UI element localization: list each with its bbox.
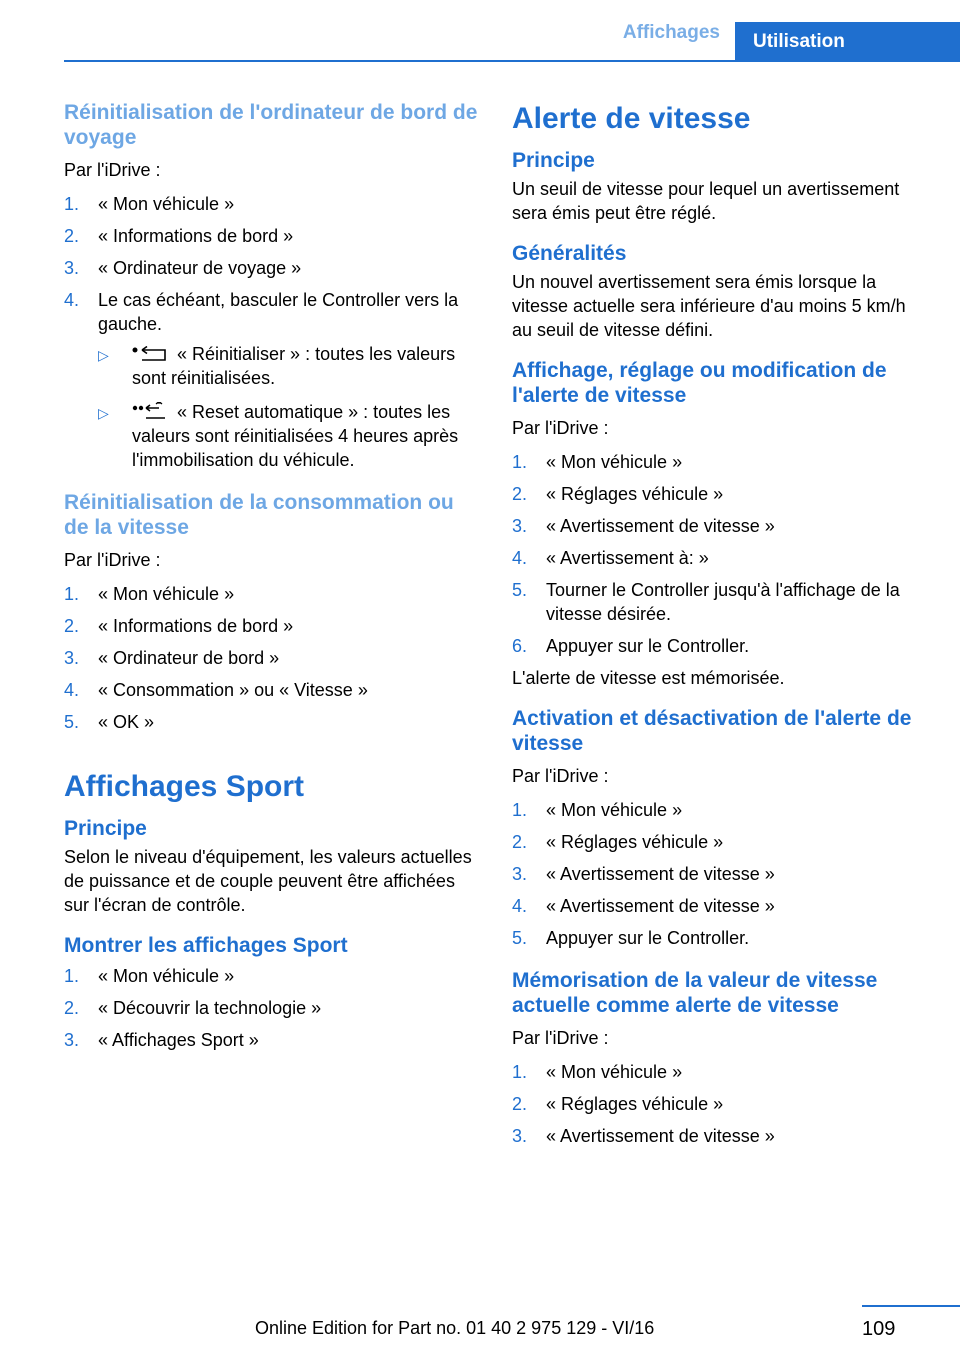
- intro: Par l'iDrive :: [512, 766, 609, 786]
- subsection-title: Principe: [512, 149, 595, 172]
- step-list: [512, 450, 926, 658]
- header-section: Affichages: [622, 22, 720, 43]
- subsection-title: Principe: [64, 817, 147, 840]
- list-item: 1. « Mon véhicule »: [64, 966, 235, 986]
- list-item: 2. « Informations de bord »: [64, 226, 294, 246]
- list-item: 5. « OK »: [64, 712, 155, 732]
- header-rule: [64, 60, 960, 62]
- intro: Par l'iDrive :: [64, 550, 161, 570]
- list-item: 1. « Mon véhicule »: [512, 452, 683, 472]
- subsection-title: Mémorisation de la valeur de vitesse actuelle comme alerte de vitesse: [512, 969, 878, 1017]
- subsection-title: Généralités: [512, 242, 627, 265]
- subsection-title: Affichage, réglage ou modification de l'alerte de vitesse: [512, 359, 887, 407]
- chapter-title: Affichages Sport: [64, 770, 305, 803]
- subsection-title: Montrer les affichages Sport: [64, 934, 348, 957]
- reset-icon: [132, 346, 168, 362]
- section-title: Réinitialisation de la consommation ou de la vitesse: [64, 491, 454, 539]
- intro: Par l'iDrive :: [512, 1028, 609, 1048]
- list-item: 2. « Réglages véhicule »: [512, 484, 724, 504]
- list-item: 4. « Avertissement à: »: [512, 548, 709, 568]
- list-item: 4. « Avertissement de vitesse »: [512, 896, 775, 916]
- paragraph: Selon le niveau d'équipement, les valeurs actuelles de puissance et de couple peuvent être affichées sur l'écran de contrôle.: [64, 847, 472, 915]
- list-item: 3. « Ordinateur de voyage »: [64, 258, 302, 278]
- step-list: [64, 192, 478, 472]
- list-item: 2. « Découvrir la technologie »: [64, 998, 322, 1018]
- list-item: 3. « Ordinateur de bord »: [64, 648, 280, 668]
- list-item: 1. « Mon véhicule »: [64, 194, 235, 214]
- auto-reset-icon: [132, 402, 168, 420]
- sub-item: ▷ « Réinitialiser » : toutes les valeurs sont réinitialisées.: [98, 344, 456, 388]
- list-item: 5. Appuyer sur le Controller.: [512, 928, 750, 948]
- list-item: 2. « Réglages véhicule »: [512, 832, 724, 852]
- list-item: 1. « Mon véhicule »: [512, 1062, 683, 1082]
- paragraph: Un seuil de vitesse pour lequel un avertissement sera émis peut être réglé.: [512, 179, 900, 223]
- sub-list: [98, 342, 478, 472]
- chapter-title: Alerte de vitesse: [512, 102, 751, 135]
- list-item: 3. « Affichages Sport »: [64, 1030, 259, 1050]
- list-item: 4. « Consommation » ou « Vitesse »: [64, 680, 368, 700]
- step-list: [64, 582, 478, 734]
- step-list: [512, 1060, 926, 1148]
- triangle-bullet-icon: ▷: [98, 347, 109, 363]
- header-chapter-tab: [735, 22, 960, 62]
- page-number: 109: [862, 1318, 896, 1340]
- list-item: 3. « Avertissement de vitesse »: [512, 864, 775, 884]
- right-column: [512, 100, 926, 1156]
- left-column: [64, 100, 478, 1060]
- list-item: 1. « Mon véhicule »: [512, 800, 683, 820]
- step-list: [64, 964, 478, 1052]
- list-item: 4. Le cas échéant, basculer le Controller vers la gauche. ▷ « Réinitialiser » : toutes les valeurs sont réinitialisées. ▷ « Reset automatique » : toutes les valeurs sont réinitialisées 4 heures après l'immobilisation du véhicule.: [64, 288, 478, 472]
- paragraph: L'alerte de vitesse est mémorisée.: [512, 668, 785, 688]
- list-item: 2. « Informations de bord »: [64, 616, 294, 636]
- header-chapter: Utilisation: [753, 31, 845, 52]
- sub-item: ▷ « Reset automatique » : toutes les valeurs sont réinitialisées 4 heures après l'immobilisation du véhicule.: [98, 402, 459, 470]
- footer-rule: [862, 1305, 960, 1307]
- list-item: 1. « Mon véhicule »: [64, 584, 235, 604]
- list-item: 3. « Avertissement de vitesse »: [512, 1126, 775, 1146]
- intro: Par l'iDrive :: [64, 160, 161, 180]
- intro: Par l'iDrive :: [512, 418, 609, 438]
- paragraph: Un nouvel avertissement sera émis lorsque la vitesse actuelle sera inférieure d'au moins 5 km/h au seuil de vitesse défini.: [512, 272, 906, 340]
- step-list: [512, 798, 926, 950]
- section-title: Réinitialisation de l'ordinateur de bord de voyage: [64, 101, 478, 149]
- list-item: 5. Tourner le Controller jusqu'à l'affichage de la vitesse désirée.: [512, 580, 900, 624]
- page-header: [0, 0, 960, 62]
- list-item: 6. Appuyer sur le Controller.: [512, 636, 750, 656]
- triangle-bullet-icon: ▷: [98, 405, 109, 421]
- subsection-title: Activation et désactivation de l'alerte de vitesse: [512, 707, 912, 755]
- list-item: 3. « Avertissement de vitesse »: [512, 516, 775, 536]
- footer-edition: Online Edition for Part no. 01 40 2 975 129 - VI/16: [255, 1318, 655, 1338]
- list-item: 2. « Réglages véhicule »: [512, 1094, 724, 1114]
